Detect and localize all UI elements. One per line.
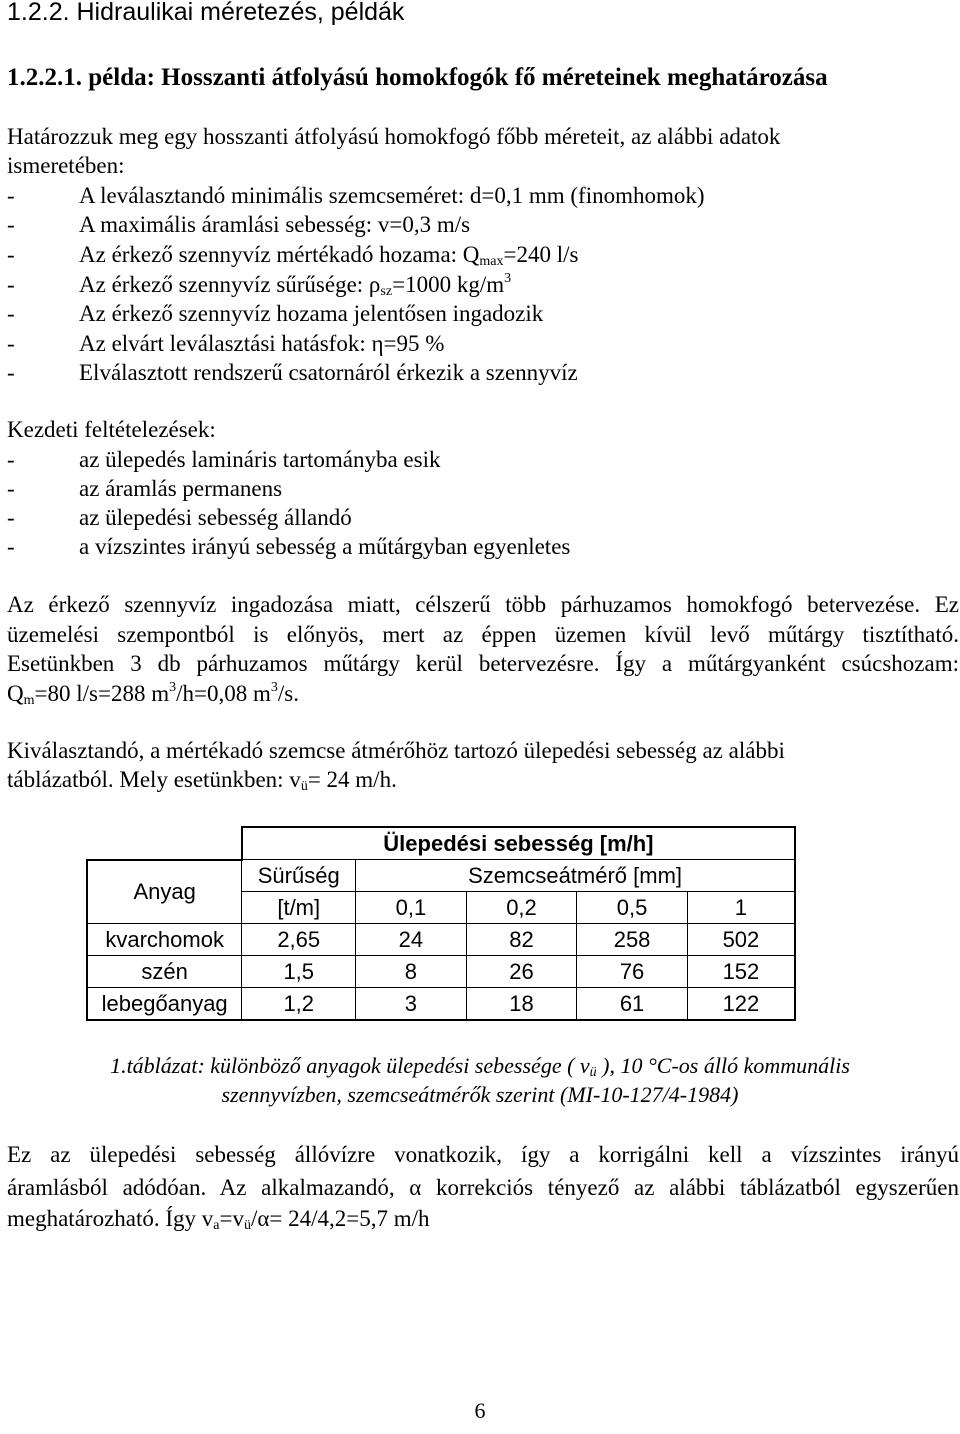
list-dash: - xyxy=(7,183,15,208)
col-grain-header: Szemcseátmérő [mm] xyxy=(356,860,795,892)
para1-line-4: $Q_m=80$ l/s=288 $m^3/h=0,08$ $m^3/s$. xyxy=(7,680,299,708)
list-dash: - xyxy=(7,476,15,501)
para1-line-3: Esetünkben 3 db párhuzamos műtárgy kerül betervezésre. Így a műtárgyanként csúcshozam: xyxy=(7,651,959,676)
material-name: szén xyxy=(87,956,242,988)
grain-size-cell: 0,5 xyxy=(577,892,688,924)
given-item-6: Az elvárt leválasztási hatásfok: η=95 % xyxy=(79,331,445,356)
list-dash: - xyxy=(7,272,15,297)
intro-line-2: ismeretében: xyxy=(7,153,125,178)
intro-line-1: Határozzuk meg egy hosszanti átfolyású homokfogó főbb méreteit, az alábbi adatok xyxy=(7,124,781,149)
grain-size-cell: 0,1 xyxy=(356,892,467,924)
value-cell: 3 xyxy=(356,988,467,1021)
value-cell: 24 xyxy=(356,924,467,956)
assumptions-heading: Kezdeti feltételezések: xyxy=(7,417,216,442)
value-cell: 152 xyxy=(687,956,795,988)
value-cell: 18 xyxy=(466,988,577,1021)
para3-line-1: Ez az ülepedési sebesség állóvízre vonatkozik, így a korrigálni kell a vízszintes irányú xyxy=(7,1142,959,1167)
table-row xyxy=(87,924,795,956)
assumption-item-4: a vízszintes irányú sebesség a műtárgyban egyenletes xyxy=(79,534,571,559)
given-item-5: Az érkező szennyvíz hozama jelentősen ingadozik xyxy=(79,301,544,326)
value-cell: 8 xyxy=(356,956,467,988)
col-density-header: Sürűség xyxy=(242,860,356,892)
density-cell: 1,5 xyxy=(242,956,356,988)
page-number: 6 xyxy=(474,1398,486,1423)
table-title: Ülepedési sebesség [m/h] xyxy=(242,827,795,860)
list-dash: - xyxy=(7,447,15,472)
col-material-header: Anyag xyxy=(87,860,242,924)
value-cell: 76 xyxy=(577,956,688,988)
table-caption-line-2: szennyvízben, szemcseátmérők szerint (MI-10-127/4-1984) xyxy=(221,1082,739,1107)
material-name: kvarchomok xyxy=(87,924,242,956)
table-corner xyxy=(87,827,242,860)
given-item-2: A maximális áramlási sebesség: v=0,3 m/s xyxy=(79,212,471,237)
settling-velocity-table xyxy=(86,826,796,1021)
given-item-1: A leválasztandó minimális szemcseméret: d=0,1 mm (finomhomok) xyxy=(79,183,705,208)
para3-line-2: áramlásból adódóan. Az alkalmazandó, α korrekciós tényező az alábbi táblázatból egyszerűen xyxy=(7,1175,959,1200)
table-row xyxy=(87,956,795,988)
value-cell: 26 xyxy=(466,956,577,988)
example-title: 1.2.2.1. példa: Hosszanti átfolyású homokfogók fő méreteinek meghatározása xyxy=(7,64,828,91)
section-title: 1.2.2. Hidraulikai méretezés, példák xyxy=(7,0,405,26)
assumption-item-1: az ülepedés lamináris tartományba esik xyxy=(79,447,441,472)
para1-line-1: Az érkező szennyvíz ingadozása miatt, célszerű több párhuzamos homokfogó betervezése. Ez xyxy=(7,592,959,617)
assumption-item-3: az ülepedési sebesség állandó xyxy=(79,505,352,530)
value-cell: 82 xyxy=(466,924,577,956)
col-density-unit: [t/m] xyxy=(242,892,356,924)
para1-line-2: üzemelési szempontból is előnyös, mert az éppen üzemen kívül levő műtárgy tisztítható. xyxy=(7,622,959,647)
value-cell: 502 xyxy=(687,924,795,956)
value-cell: 258 xyxy=(577,924,688,956)
given-item-7: Elválasztott rendszerű csatornáról érkezik a szennyvíz xyxy=(79,360,578,385)
list-dash: - xyxy=(7,331,15,356)
grain-size-cell: 0,2 xyxy=(466,892,577,924)
value-cell: 61 xyxy=(577,988,688,1021)
given-item-3: Az érkező szennyvíz mértékadó hozama: $Q_{max}=240$ l/s xyxy=(79,242,579,269)
list-dash: - xyxy=(7,242,15,267)
list-dash: - xyxy=(7,360,15,385)
para2-line-2: táblázatból. Mely esetünkben: $v_ü= 24$ m/h. xyxy=(7,767,397,794)
density-cell: 2,65 xyxy=(242,924,356,956)
table-caption-line-1: 1.táblázat: különböző anyagok ülepedési sebessége ( $v_ü$ ), 10 °C-os álló kommunális xyxy=(110,1053,850,1080)
list-dash: - xyxy=(7,505,15,530)
material-name: lebegőanyag xyxy=(87,988,242,1021)
list-dash: - xyxy=(7,301,15,326)
para3-line-3: meghatározható. Így $v_a=v_ü/\alpha= 24/4,2=5,7$ m/h xyxy=(7,1206,430,1233)
given-item-4: Az érkező szennyvíz sűrűsége: $\rho_{sz}=1000$ $kg/m^3$ xyxy=(79,271,512,299)
list-dash: - xyxy=(7,212,15,237)
value-cell: 122 xyxy=(687,988,795,1021)
density-cell: 1,2 xyxy=(242,988,356,1021)
table-row xyxy=(87,988,795,1021)
assumption-item-2: az áramlás permanens xyxy=(79,476,283,501)
para2-line-1: Kiválasztandó, a mértékadó szemcse átmérőhöz tartozó ülepedési sebesség az alábbi xyxy=(7,738,785,763)
grain-size-cell: 1 xyxy=(687,892,795,924)
list-dash: - xyxy=(7,534,15,559)
